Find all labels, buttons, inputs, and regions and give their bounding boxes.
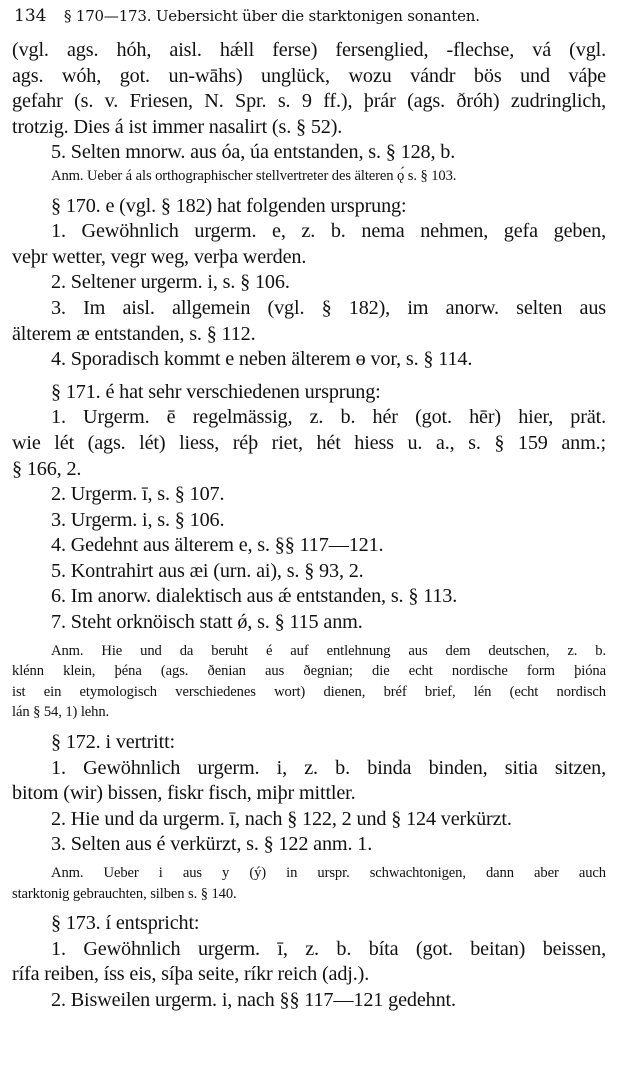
text-line: 1. Urgerm. ē regelmässig, z. b. hér (got. hēr) hier, prät. [51, 406, 606, 429]
text-line: 5. Selten mnorw. aus óa, úa entstanden, s. § 128, b. [51, 141, 456, 164]
text-line: 2. Urgerm. ī, s. § 107. [51, 483, 225, 506]
paragraph-continuation [12, 38, 606, 187]
text-line: älterem æ entstanden, s. § 112. [12, 322, 256, 345]
footnote-line: starktonig gebrauchten, silben s. § 140. [12, 885, 237, 902]
text-line: 5. Kontrahirt aus æi (urn. ai), s. § 93, 2. [51, 559, 364, 582]
section-heading: § 170. e (vgl. § 182) hat folgenden ursprung: [51, 194, 407, 217]
text-line: wie lét (ags. lét) liess, réþ riet, hét hiess u. a., s. § 159 anm.; [12, 431, 606, 454]
text-line: ags. wóh, got. un-wāhs) unglück, wozu vándr bös und váþe [12, 64, 606, 87]
footnote-line: klénn klein, þéna (ags. ðenian aus ðegnian; die echt nordische form þióna [12, 663, 606, 680]
text-line: rífa reiben, íss eis, síþa seite, ríkr reich (adj.). [12, 963, 370, 986]
text-line: 2. Bisweilen urgerm. i, nach §§ 117—121 gedehnt. [51, 988, 456, 1011]
text-line: trotzig. Dies á ist immer nasalirt (s. § 52). [12, 115, 343, 138]
text-line: 7. Steht orknöisch statt ǿ, s. § 115 anm. [51, 611, 363, 634]
text-line: bitom (wir) bissen, fiskr fisch, miþr mittler. [12, 782, 356, 805]
text-line: 4. Sporadisch kommt e neben älterem ɵ vor, s. § 114. [51, 348, 473, 371]
footnote-line: ist ein etymologisch verschiedenes wort) dienen, bréf brief, lén (echt nordisch [12, 683, 606, 700]
text-line: 2. Hie und da urgerm. ī, nach § 122, 2 und § 124 verkürzt. [51, 807, 512, 830]
page-header [12, 6, 606, 38]
text-line: 2. Seltener urgerm. i, s. § 106. [51, 271, 290, 294]
text-line: 6. Im anorw. dialektisch aus ǽ entstanden, s. § 113. [51, 585, 458, 608]
footnote-line: lán § 54, 1) lehn. [12, 704, 110, 721]
page-body [12, 38, 606, 1014]
text-line: 3. Im aisl. allgemein (vgl. § 182), im anorw. selten aus [51, 296, 606, 319]
text-line: 4. Gedehnt aus älterem e, s. §§ 117—121. [51, 534, 384, 557]
section-172 [12, 730, 606, 904]
section-173 [12, 911, 606, 1013]
footnote-line: Anm. Ueber i aus y (ý) in urspr. schwachtonigen, dann aber auch [51, 865, 606, 881]
text-line: veþr wetter, vegr weg, verþa werden. [12, 245, 307, 268]
text-line: gefahr (s. v. Friesen, N. Spr. s. 9 ff.), þrár (ags. ðróh) zudringlich, [12, 90, 606, 113]
footnote-line: Anm. Hie und da beruht é auf entlehnung aus dem deutschen, z. b. [51, 642, 606, 659]
section-heading: § 171. é hat sehr verschiedenen ursprung: [51, 380, 381, 403]
text-line: 1. Gewöhnlich urgerm. ī, z. b. bíta (got. beitan) beissen, [51, 937, 606, 960]
footnote-line: Anm. Ueber á als orthographischer stellvertreter des älteren ǫ́ s. § 103. [51, 167, 457, 184]
text-line: 3. Selten aus é verkürzt, s. § 122 anm. 1. [51, 833, 373, 856]
text-line: 1. Gewöhnlich urgerm. e, z. b. nema nehmen, gefa geben, [51, 220, 606, 243]
section-heading: § 172. i vertritt: [51, 731, 176, 754]
section-170 [12, 194, 606, 373]
text-line: 3. Urgerm. i, s. § 106. [51, 508, 225, 531]
section-heading: § 173. í entspricht: [51, 912, 200, 935]
page-number: 134 [14, 6, 47, 26]
running-title: § 170—173. Uebersicht über die starktonigen sonanten. [64, 7, 480, 25]
section-171 [12, 380, 606, 723]
text-line: (vgl. ags. hóh, aisl. hǽll ferse) fersenglied, -flechse, vá (vgl. [12, 39, 606, 61]
text-line: 1. Gewöhnlich urgerm. i, z. b. binda binden, sitia sitzen, [51, 756, 606, 779]
text-line: § 166, 2. [12, 457, 82, 480]
